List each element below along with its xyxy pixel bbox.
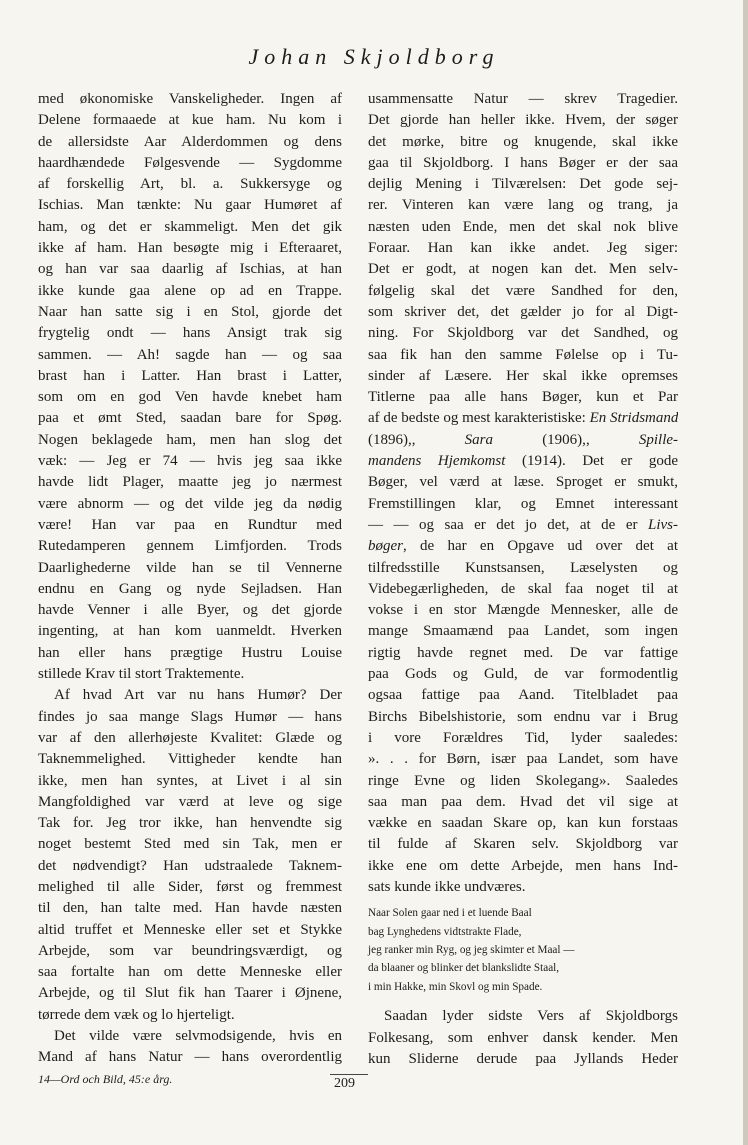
text-line: rigtig havde regnet med. De var fattige [368, 644, 678, 661]
text-line: Tak for. Jeg tror ikke, han henvendte sig [38, 815, 342, 832]
text-line: han eller hans prægtige Hustru Louise [38, 644, 342, 661]
footer-rule [330, 1074, 368, 1075]
text-line: til fulde af Skaren selv. Skjoldborg var [368, 836, 678, 853]
text-line: dejlig Mening i Tilværelsen: Det gode sej- [368, 176, 678, 193]
text-line: Fremstillingen klar, og Emnet interessant [368, 495, 678, 512]
text-line: sammen. — Ah! sagde han — og saa [38, 346, 342, 363]
text-line: endnu en Gang og nyde Sejladsen. Han [38, 580, 342, 597]
text-line: Bøger, vel værd at læse. Sproget er smukt, [368, 474, 678, 491]
text-line [368, 451, 678, 472]
text-line: altid truffet et Menneske eller set et Stykke [38, 921, 342, 938]
book-title: Sara [464, 431, 494, 448]
text-fragment: (1914). Det er gode [522, 453, 678, 470]
text-line: findes jo saa mange Slags Humør — hans [38, 708, 342, 725]
text-line: Ischias. Man tænkte: Nu gaar Humøret af [38, 197, 342, 214]
text-line: Titlerne paa alle hans Bøger, kun et Par [368, 389, 678, 406]
text-line: Delene formaaede at kue ham. Nu kom i [38, 112, 342, 129]
text-line: Det vilde være selvmodsigende, hvis en [54, 1028, 342, 1045]
text-fragment: af de bedste og mest karakteristiske: [368, 410, 586, 427]
text-line: Mand af hans Natur — hans overordentlig [38, 1049, 342, 1066]
text-line: usammensatte Natur — skrev Tragedier. [368, 91, 678, 107]
text-line: kun Sliderne derude paa Jyllands Heder [368, 1050, 678, 1067]
text-line: ringe Evne og liden Skolegang». Saaledes [368, 772, 678, 789]
text-line: noget bestemt Sted med sin Tak, men er [38, 836, 342, 853]
text-line: næsten uden Ende, men det skal nok blive [368, 218, 678, 235]
verse-line: jeg ranker min Ryg, og jeg skimter et Maal — [368, 944, 575, 957]
text-line: vække en saadan Skare op, kan kun forstaas [368, 815, 678, 832]
text-line: haardhændede Følgesvende — Sygdomme [38, 154, 342, 171]
text-fragment: , de har en Opgave ud over det at [403, 538, 678, 555]
text-line: sinder af Læsere. Her skal ikke opremses [368, 367, 678, 384]
verse-line: da blaaner og blinker det blankslidte Staal, [368, 962, 560, 975]
text-line: Rutedamperen gennem Limfjorden. Trods [38, 538, 342, 555]
text-line: saa fortalte han om dette Menneske eller [38, 964, 342, 981]
text-line: Folkesang, som enhver dansk kender. Men [368, 1029, 678, 1046]
text-line: ning. For Skjoldborg var det Sandhed, og [368, 325, 678, 342]
text-line: som om en god Ven havde knebet ham [38, 389, 342, 406]
text-line: Taknemmelighed. Vittigheder kendte han [38, 751, 342, 768]
text-line: mange Smaamænd paa Landet, som ingen [368, 623, 678, 640]
text-line: saa fik han den samme Følelse op i Tu- [368, 346, 678, 363]
text-line: Foraar. Han kan ikke andet. Jeg siger: [368, 240, 678, 257]
running-head: Johan Skjoldborg [248, 44, 500, 69]
left-column [38, 89, 342, 1069]
text-line: Videbegærligheden, de skal faa noget til at [368, 580, 678, 597]
text-line: vokse i en stor Mængde Mennesker, alle de [368, 602, 678, 619]
text-line: melighed til alle Sider, først og fremmest [38, 878, 342, 895]
text-line: Saadan lyder sidste Vers af Skjoldborgs [384, 1008, 678, 1025]
text-line: som skriver det, det gælder jo for al Digt- [368, 303, 678, 320]
text-line: det mørke, bitre og knugende, skal ikke [368, 133, 678, 150]
book-title: Spille- [638, 431, 678, 448]
page-edge [743, 0, 748, 1145]
text-line: ikke kunde gaa alene op ad en Trappe. [38, 282, 342, 299]
text-line: ikke, men han syntes, at Livet i al sin [38, 772, 342, 789]
text-line: Mangfoldighed var værd at leve og sige [38, 793, 342, 810]
text-line: paa Gods og Guld, de var formodentlig [368, 666, 678, 683]
signature-mark: 14—Ord och Bild, 45:e årg. [38, 1072, 173, 1086]
verse-line: Naar Solen gaar ned i et luende Baal [368, 907, 532, 920]
text-line: saa man paa dem. Hvad det vil sige at [368, 793, 678, 810]
text-line: følgelig skal det være Sandhed for den, [368, 282, 678, 299]
text-line: ham, og det er skammeligt. Men det gik [38, 218, 342, 235]
text-line: Nogen beklagede ham, men han slog det [38, 431, 342, 448]
text-line: paa et ømt Sted, saadan bare for Spøg. [38, 410, 342, 427]
text-line: Naar han satte sig i en Stol, gjorde det [38, 303, 342, 320]
text-line: stillede Krav til stort Traktemente. [38, 666, 245, 683]
verse-quote [368, 904, 678, 996]
text-line: med økonomiske Vanskeligheder. Ingen af [38, 91, 342, 107]
text-line: sats kunde ikke undværes. [368, 878, 526, 895]
text-line: tørrede dem væk og lo hjerteligt. [38, 1006, 235, 1023]
verse-line: i min Hakke, min Skovl og min Spade. [368, 980, 543, 993]
text-line [368, 536, 678, 557]
text-fragment: — — og saa er det jo det, at de er [368, 516, 638, 533]
text-line: være abnorm — og det vilde jeg da nødig [38, 495, 342, 512]
text-line: de allersidste Aar Alderdommen og dens [38, 133, 342, 150]
text-line: tilfredsstille Kunstsansen, Læselysten og [368, 559, 678, 576]
year: (1906), [542, 431, 586, 448]
text-line: rer. Vinteren kan være lang og trang, ja [368, 197, 678, 214]
text-line: være! Han var paa en Rundtur med [38, 516, 342, 533]
text-line: frygtelig ondt — hans Ansigt trak sig [38, 325, 342, 342]
text-line: ». . . for Børn, især paa Landet, som have [368, 751, 678, 768]
text-line: var af den allerhøjeste Kvalitet: Glæde og [38, 729, 342, 746]
text-line: Af hvad Art var nu hans Humør? Der [54, 687, 342, 704]
book-title: En Stridsmand [589, 410, 678, 427]
right-column [368, 89, 678, 1070]
text-line: brast han i Latter. Han brast i Latter, [38, 367, 342, 384]
text-line: Daarlighederne vilde han se til Vennerne [38, 559, 342, 576]
text-line: havde lidt Plager, maatte jeg jo nærmest [38, 474, 342, 491]
emphasis: bøger [368, 538, 403, 555]
text-line: Arbejde, som var beundringsværdigt, og [38, 942, 342, 959]
text-line: Birchs Bibelshistorie, som endnu var i Brug [368, 708, 678, 725]
verse-line: bag Lynghedens vidtstrakte Flade, [368, 925, 522, 938]
text-line: ikke ene om dette Arbejde, men hans Ind- [368, 857, 678, 874]
text-line: ingenting, at han kom uanmeldt. Hverken [38, 623, 342, 640]
text-line [368, 515, 678, 536]
emphasis: Livs- [648, 516, 678, 533]
text-line: til den, han talte med. Han havde næsten [38, 900, 342, 917]
text-line: (1896),, Sara (1906),, Spille- [368, 431, 678, 448]
text-line: gaa til Skjoldborg. I hans Bøger er der saa [368, 154, 678, 171]
book-title: mandens Hjemkomst [368, 453, 506, 470]
text-line: ogsaa fattige paa Aand. Titelbladet paa [368, 687, 678, 704]
text-line: ikke af ham. Han besøgte mig i Efteraaret, [38, 240, 342, 257]
text-line: det nødvendigt? Han udstraalede Taknem- [38, 857, 342, 874]
text-line [368, 408, 678, 429]
text-line: havde Venner i alle Byer, og det gjorde [38, 602, 342, 619]
text-line: Det er godt, at nogen kan det. Men selv- [368, 261, 678, 278]
text-line: Det gjorde han heller ikke. Hvem, der søger [368, 112, 678, 129]
text-line: Arbejde, og til Slut fik han Taarer i Øjnene, [38, 985, 342, 1002]
text-line: væk: — Jeg er 74 — hvis jeg saa ikke [38, 453, 342, 470]
year: (1896), [368, 431, 412, 448]
text-line: af forskellig Art, bl. a. Sukkersyge og [38, 176, 342, 193]
text-line: i vore Forældres Tid, lyder saaledes: [368, 729, 678, 746]
page-number: 209 [334, 1076, 355, 1091]
text-line: og han var saa daarlig af Ischias, at han [38, 261, 342, 278]
